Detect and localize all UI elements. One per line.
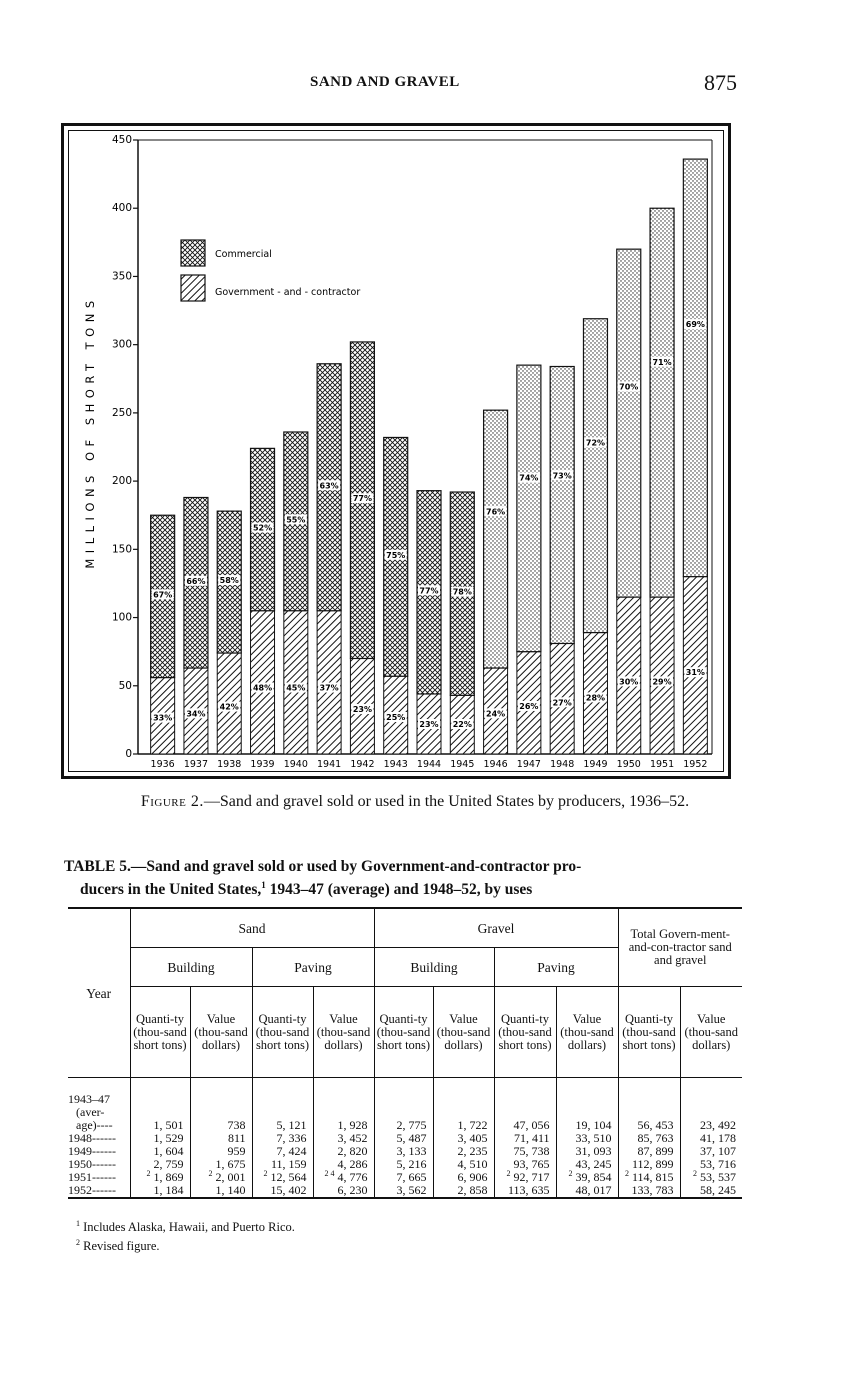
x-tick-label: 1950 xyxy=(616,759,641,770)
col-sand-paving-val: Value (thou-sand dollars) xyxy=(313,987,374,1078)
table-cell: $^2$ 39, 854 xyxy=(556,1171,618,1184)
footnotes xyxy=(76,1216,295,1254)
col-sand-building-val: Value (thou-sand dollars) xyxy=(190,987,252,1078)
y-tick-label: 450 xyxy=(111,134,132,146)
table-cell: 1, 501 xyxy=(130,1119,190,1132)
bar-commercial-1951 xyxy=(650,208,674,597)
table-title-line2b: 1943–47 (average) and 1948–52, by uses xyxy=(265,881,533,899)
table-cell: 87, 899 xyxy=(618,1145,680,1158)
x-tick-label: 1946 xyxy=(483,759,508,770)
table-cell: $^2$ 12, 564 xyxy=(252,1171,313,1184)
y-tick-label: 100 xyxy=(111,611,132,624)
table-label: TABLE 5. xyxy=(64,858,131,875)
bar-government-1941 xyxy=(317,611,341,754)
bar-label-commercial-1944: 77% xyxy=(419,586,439,596)
x-tick-label: 1944 xyxy=(416,759,442,770)
legend-swatch-government xyxy=(181,275,205,301)
table-cell: 4, 510 xyxy=(433,1158,494,1171)
bar-label-commercial-1945: 78% xyxy=(452,587,472,597)
bar-government-1952 xyxy=(683,577,707,754)
bar-label-commercial-1943: 75% xyxy=(386,550,406,560)
table-cell: 7, 665 xyxy=(374,1171,433,1184)
bar-label-commercial-1939: 52% xyxy=(252,523,273,533)
bar-label-government-1950: 30% xyxy=(619,677,639,687)
bar-label-commercial-1952: 69% xyxy=(685,320,705,330)
col-total-qty: Quanti-ty (thou-sand short tons) xyxy=(618,987,680,1078)
sub-gravel-building: Building xyxy=(374,948,494,987)
bar-commercial-1950 xyxy=(617,249,641,597)
table-cell: 56, 453 xyxy=(618,1119,680,1132)
table-cell: 5, 121 xyxy=(252,1119,313,1132)
table-cell: 2, 759 xyxy=(130,1158,190,1171)
table-row xyxy=(68,1184,742,1198)
bar-label-commercial-1941: 63% xyxy=(319,481,339,491)
legend-label-commercial: Commercial xyxy=(215,249,272,260)
table-title-footnote-mark: 1 xyxy=(261,880,266,890)
figure-label: Figure 2. xyxy=(140,793,204,810)
y-tick-label: 300 xyxy=(111,338,132,351)
sub-gravel-paving: Paving xyxy=(494,948,618,987)
table-cell: 1, 184 xyxy=(130,1184,190,1198)
running-title: SAND AND GRAVEL xyxy=(310,74,460,90)
bar-label-government-1949: 28% xyxy=(585,693,606,703)
table-cell: 738 xyxy=(190,1119,252,1132)
table-cell: 1, 604 xyxy=(130,1145,190,1158)
table-title-line2a: ducers in the United States, xyxy=(80,881,262,899)
table-cell: 75, 738 xyxy=(494,1145,556,1158)
y-tick-label: 150 xyxy=(111,543,132,556)
bar-label-government-1940: 45% xyxy=(286,683,306,693)
table-cell: $^2$ 53, 537 xyxy=(680,1171,742,1184)
table-cell: 93, 765 xyxy=(494,1158,556,1171)
row-year: 1949------ xyxy=(68,1144,116,1158)
sub-sand-paving: Paving xyxy=(252,948,374,987)
bar-label-commercial-1938: 58% xyxy=(219,576,239,586)
table-cell: 47, 056 xyxy=(494,1119,556,1132)
bar-label-government-1943: 25% xyxy=(386,713,406,723)
y-tick-label: 400 xyxy=(111,202,132,215)
footnote-1: $^1$ Includes Alaska, Hawaii, and Puerto Rico. xyxy=(76,1219,295,1235)
table-cell: 6, 230 xyxy=(313,1184,374,1198)
table-cell: 3, 133 xyxy=(374,1145,433,1158)
avg-label-2: (aver- xyxy=(76,1105,105,1119)
footnote-2: $^2$ Revised figure. xyxy=(76,1238,160,1254)
col-gravel-building-val: Value (thou-sand dollars) xyxy=(433,987,494,1078)
table-cell: $^2$ 114, 815 xyxy=(618,1171,680,1184)
data-table xyxy=(68,907,742,1199)
x-tick-label: 1943 xyxy=(383,759,408,770)
bar-label-commercial-1940: 55% xyxy=(286,515,306,525)
table-cell: 58, 245 xyxy=(680,1184,742,1198)
table-cell: $^{2 4}$ 4, 776 xyxy=(313,1171,374,1184)
table-cell: $^2$ 2, 001 xyxy=(190,1171,252,1184)
bar-commercial-1946 xyxy=(484,410,508,668)
y-axis-title: MILLIONS OF SHORT TONS xyxy=(83,295,97,569)
table-cell: 37, 107 xyxy=(680,1145,742,1158)
table-cell: 959 xyxy=(190,1145,252,1158)
bar-commercial-1952 xyxy=(683,159,707,577)
row-year: 1951------ xyxy=(68,1170,116,1184)
page-number: 875 xyxy=(704,70,737,95)
bar-commercial-1947 xyxy=(517,365,541,652)
col-sand-paving-qty: Quanti-ty (thou-sand short tons) xyxy=(252,987,313,1078)
figure-caption xyxy=(75,793,755,811)
bar-label-government-1937: 34% xyxy=(186,709,206,719)
x-tick-label: 1937 xyxy=(183,759,209,770)
bar-label-commercial-1936: 67% xyxy=(153,590,173,600)
table-cell: 1, 675 xyxy=(190,1158,252,1171)
bar-government-1950 xyxy=(617,597,641,754)
table-cell: 1, 928 xyxy=(313,1119,374,1132)
sub-sand-building: Building xyxy=(130,948,252,987)
group-gravel: Gravel xyxy=(374,908,618,948)
x-tick-label: 1949 xyxy=(583,759,608,770)
x-tick-label: 1947 xyxy=(516,759,541,770)
table-cell: 1, 529 xyxy=(130,1132,190,1145)
row-year: 1950------ xyxy=(68,1157,116,1171)
table-cell: 112, 899 xyxy=(618,1158,680,1171)
table-title xyxy=(64,858,746,899)
table-cell: 11, 159 xyxy=(252,1158,313,1171)
bar-label-government-1941: 37% xyxy=(319,683,339,693)
legend-label-government: Government - and - contractor xyxy=(215,287,361,298)
table-cell: 5, 216 xyxy=(374,1158,433,1171)
table-cell: 33, 510 xyxy=(556,1132,618,1145)
bar-government-1951 xyxy=(650,597,674,754)
bar-label-government-1951: 29% xyxy=(652,677,672,687)
bar-label-commercial-1950: 70% xyxy=(619,382,639,392)
group-total: Total Govern-ment-and-con-tractor sand and gravel xyxy=(618,908,742,987)
table-cell: 113, 635 xyxy=(494,1184,556,1198)
table-cell: 1, 140 xyxy=(190,1184,252,1198)
bar-label-government-1946: 24% xyxy=(486,709,506,719)
col-sand-building-qty: Quanti-ty (thou-sand short tons) xyxy=(130,987,190,1078)
bar-commercial-1949 xyxy=(583,319,607,633)
table-cell: 3, 405 xyxy=(433,1132,494,1145)
bar-label-government-1936: 33% xyxy=(153,713,173,723)
group-sand: Sand xyxy=(130,908,374,948)
table-cell: 2, 858 xyxy=(433,1184,494,1198)
bar-label-commercial-1951: 71% xyxy=(652,357,672,367)
y-tick-label: 350 xyxy=(111,270,132,283)
x-tick-label: 1945 xyxy=(450,759,475,770)
year-header: Year xyxy=(68,908,130,1078)
col-gravel-paving-val: Value (thou-sand dollars) xyxy=(556,987,618,1078)
x-tick-label: 1951 xyxy=(649,759,675,770)
table-cell: 811 xyxy=(190,1132,252,1145)
table-cell: 43, 245 xyxy=(556,1158,618,1171)
bar-label-government-1939: 48% xyxy=(252,683,273,693)
x-tick-label: 1941 xyxy=(317,759,342,770)
table-cell: 53, 716 xyxy=(680,1158,742,1171)
bar-commercial-1948 xyxy=(550,366,574,643)
x-tick-label: 1942 xyxy=(350,759,375,770)
col-gravel-building-qty: Quanti-ty (thou-sand short tons) xyxy=(374,987,433,1078)
table-cell: 2, 820 xyxy=(313,1145,374,1158)
row-year: 1952------ xyxy=(68,1184,130,1198)
table-cell: 5, 487 xyxy=(374,1132,433,1145)
bar-label-government-1942: 23% xyxy=(352,705,372,715)
table-cell: 31, 093 xyxy=(556,1145,618,1158)
x-tick-label: 1939 xyxy=(250,759,275,770)
col-gravel-paving-qty: Quanti-ty (thou-sand short tons) xyxy=(494,987,556,1078)
table-cell: 3, 562 xyxy=(374,1184,433,1198)
bar-label-commercial-1949: 72% xyxy=(585,438,606,448)
table-cell: $^2$ 92, 717 xyxy=(494,1171,556,1184)
y-tick-label: 50 xyxy=(118,679,132,692)
x-tick-label: 1938 xyxy=(217,759,242,770)
x-tick-label: 1940 xyxy=(283,759,308,770)
col-total-val: Value (thou-sand dollars) xyxy=(680,987,742,1078)
table-cell: 15, 402 xyxy=(252,1184,313,1198)
table-cell: 71, 411 xyxy=(494,1132,556,1145)
bar-label-commercial-1946: 76% xyxy=(486,507,506,517)
table-cell: 85, 763 xyxy=(618,1132,680,1145)
bar-label-government-1952: 31% xyxy=(685,668,705,678)
table-cell: 6, 906 xyxy=(433,1171,494,1184)
bar-label-government-1948: 27% xyxy=(552,698,572,708)
legend-swatch-commercial xyxy=(181,240,205,266)
bar-label-government-1944: 23% xyxy=(419,720,439,729)
bar-government-1940 xyxy=(284,611,308,754)
table-cell: 7, 336 xyxy=(252,1132,313,1145)
bar-label-commercial-1948: 73% xyxy=(552,471,572,481)
figure-caption-text: —Sand and gravel sold or used in the United States by producers, 1936–52. xyxy=(203,793,690,810)
avg-label-1: 1943–47 xyxy=(68,1092,110,1106)
y-tick-label: 250 xyxy=(111,406,132,419)
bar-label-government-1947: 26% xyxy=(519,701,539,711)
bar-label-government-1938: 42% xyxy=(219,702,239,712)
row-year: age)---- xyxy=(76,1118,113,1132)
bar-label-commercial-1937: 66% xyxy=(186,576,206,586)
bar-label-commercial-1942: 77% xyxy=(352,494,372,504)
y-tick-label: 0 xyxy=(125,748,132,760)
x-tick-label: 1948 xyxy=(550,759,575,770)
bar-government-1939 xyxy=(251,611,275,754)
table-cell: 2, 775 xyxy=(374,1119,433,1132)
table-cell: 4, 286 xyxy=(313,1158,374,1171)
table-cell: 7, 424 xyxy=(252,1145,313,1158)
table-cell: 19, 104 xyxy=(556,1119,618,1132)
table-cell: 133, 783 xyxy=(618,1184,680,1198)
x-tick-label: 1952 xyxy=(683,759,708,770)
bar-label-commercial-1947: 74% xyxy=(519,473,539,483)
table-title-line1: —Sand and gravel sold or used by Government-and-contractor pro- xyxy=(130,858,582,875)
table-cell: 3, 452 xyxy=(313,1132,374,1145)
x-tick-label: 1936 xyxy=(150,759,175,770)
row-year: 1948------ xyxy=(68,1131,116,1145)
bar-label-government-1945: 22% xyxy=(452,720,472,729)
table-cell: 41, 178 xyxy=(680,1132,742,1145)
table-cell: 48, 017 xyxy=(556,1184,618,1198)
y-tick-label: 200 xyxy=(111,475,132,488)
table-cell: 1, 722 xyxy=(433,1119,494,1132)
table-cell: 23, 492 xyxy=(680,1119,742,1132)
table-cell: 2, 235 xyxy=(433,1145,494,1158)
table-cell: $^2$ 1, 869 xyxy=(130,1171,190,1184)
